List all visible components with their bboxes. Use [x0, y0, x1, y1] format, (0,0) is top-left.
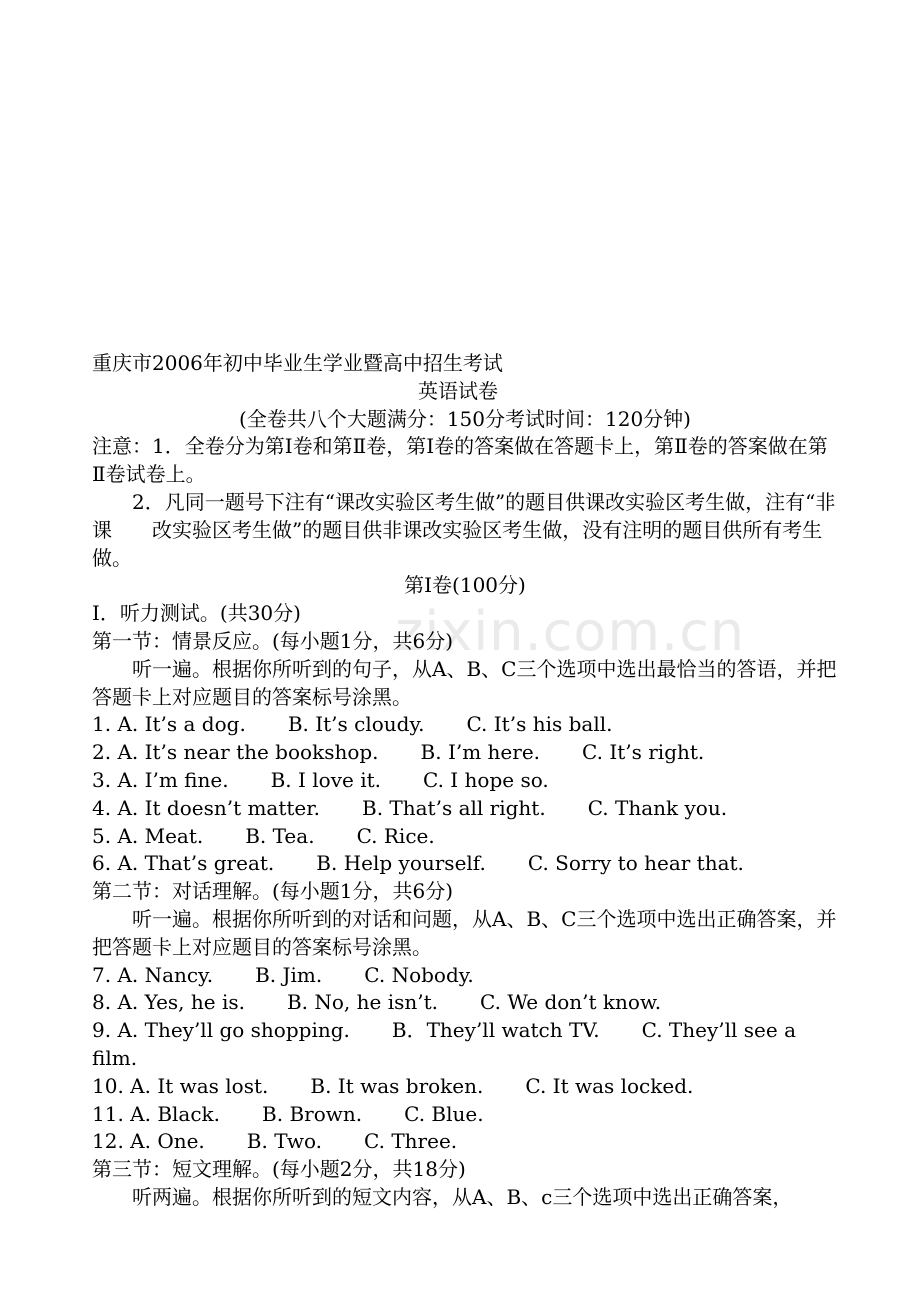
option-c: C. Rice. [356, 823, 435, 848]
option-a: 8. A. Yes, he is. [92, 990, 245, 1015]
option-b: B. Two. [246, 1129, 323, 1154]
option-b: B. Help yourself. [316, 851, 486, 876]
part1-title: I．听力测试。(共30分) [92, 601, 301, 626]
question-row [92, 850, 838, 878]
option-c: C. It was locked. [525, 1073, 694, 1098]
option-b: B. Tea. [245, 823, 315, 848]
notice-paragraph-1: 注意：1．全卷分为第Ⅰ卷和第Ⅱ卷，第Ⅰ卷的答案做在答题卡上，第Ⅱ卷的答案做在第Ⅱ卷试卷上。 [92, 434, 828, 487]
question-row [92, 989, 838, 1017]
notice-paragraph-2: 2．凡同一题号下注有“课改实验区考生做”的题目供课改实验区考生做，注有“非课 改实验区考生做”的题目供非课改实验区考生做，没有注明的题目供所有考生做。 [92, 489, 836, 570]
option-b: B. I’m here. [420, 740, 541, 765]
option-a: 9. A. They’ll go shopping. [92, 1018, 350, 1043]
section1-title: 第一节：情景反应。(每小题1分，共6分) [92, 628, 454, 653]
option-c: C. Three. [364, 1129, 458, 1154]
option-c: C. We don’t know. [480, 990, 662, 1015]
option-a: 11. A. Black. [92, 1101, 221, 1126]
section3-instruction: 听两遍。根据你所听到的短文内容，从A、B、c三个选项中选出正确答案， [132, 1184, 793, 1209]
option-a: 10. A. It was lost. [92, 1073, 269, 1098]
exam-info: (全卷共八个大题满分：150分考试时间：120分钟) [239, 406, 691, 431]
question-row [92, 823, 838, 851]
section2-instruction: 听一遍。根据你所听到的对话和问题，从A、B、C三个选项中选出正确答案，并把答题卡上对应题目的答案标号涂黑。 [92, 906, 837, 959]
exam-subtitle: 英语试卷 [418, 378, 498, 403]
option-a: 3. A. I’m fine. [92, 767, 229, 792]
option-c: C. Nobody. [364, 962, 474, 987]
option-b: B. It’s cloudy. [287, 712, 425, 737]
question-row [92, 1017, 838, 1073]
question-row [92, 739, 838, 767]
exam-page [92, 350, 838, 1212]
option-c: C. It’s his ball. [466, 712, 613, 737]
exam-title: 重庆市2006年初中毕业生学业暨高中招生考试 [92, 351, 503, 375]
option-b: B. Brown. [262, 1101, 363, 1126]
option-b: B. It was broken. [310, 1073, 484, 1098]
option-b: B. No, he isn’t. [286, 990, 439, 1015]
section1-instruction: 听一遍。根据你所听到的句子，从A、B、C三个选项中选出最恰当的答语，并把答题卡上对应题目的答案标号涂黑。 [92, 656, 837, 709]
option-c: C. Blue. [404, 1101, 484, 1126]
option-b: B. That’s all right. [362, 795, 546, 820]
question-row [92, 767, 838, 795]
option-a: 6. A. That’s great. [92, 851, 275, 876]
question-row [92, 711, 838, 739]
question-row [92, 962, 838, 990]
option-c: C. I hope so. [422, 767, 549, 792]
volume-title: 第Ⅰ卷(100分) [404, 573, 526, 598]
watermark: zixin.com.cn [395, 600, 746, 663]
option-c: C. They’ll see a film. [92, 1018, 797, 1070]
option-b: B. Jim. [255, 962, 323, 987]
option-a: 12. A. One. [92, 1129, 205, 1154]
option-c: C. Sorry to hear that. [527, 851, 744, 876]
section2-title: 第二节：对话理解。(每小题1分，共6分) [92, 879, 454, 904]
question-row [92, 1101, 838, 1129]
question-row [92, 1128, 838, 1156]
option-a: 2. A. It’s near the bookshop. [92, 740, 379, 765]
option-a: 4. A. It doesn’t matter. [92, 795, 320, 820]
option-c: C. It’s right. [582, 740, 705, 765]
question-row [92, 1073, 838, 1101]
question-row [92, 795, 838, 823]
option-b: B. I love it. [270, 767, 381, 792]
option-a: 1. A. It’s a dog. [92, 712, 246, 737]
option-b: B．They’ll watch TV. [391, 1018, 600, 1043]
section3-title: 第三节：短文理解。(每小题2分，共18分) [92, 1157, 466, 1182]
option-a: 7. A. Nancy. [92, 962, 214, 987]
option-a: 5. A. Meat. [92, 823, 204, 848]
option-c: C. Thank you. [587, 795, 728, 820]
